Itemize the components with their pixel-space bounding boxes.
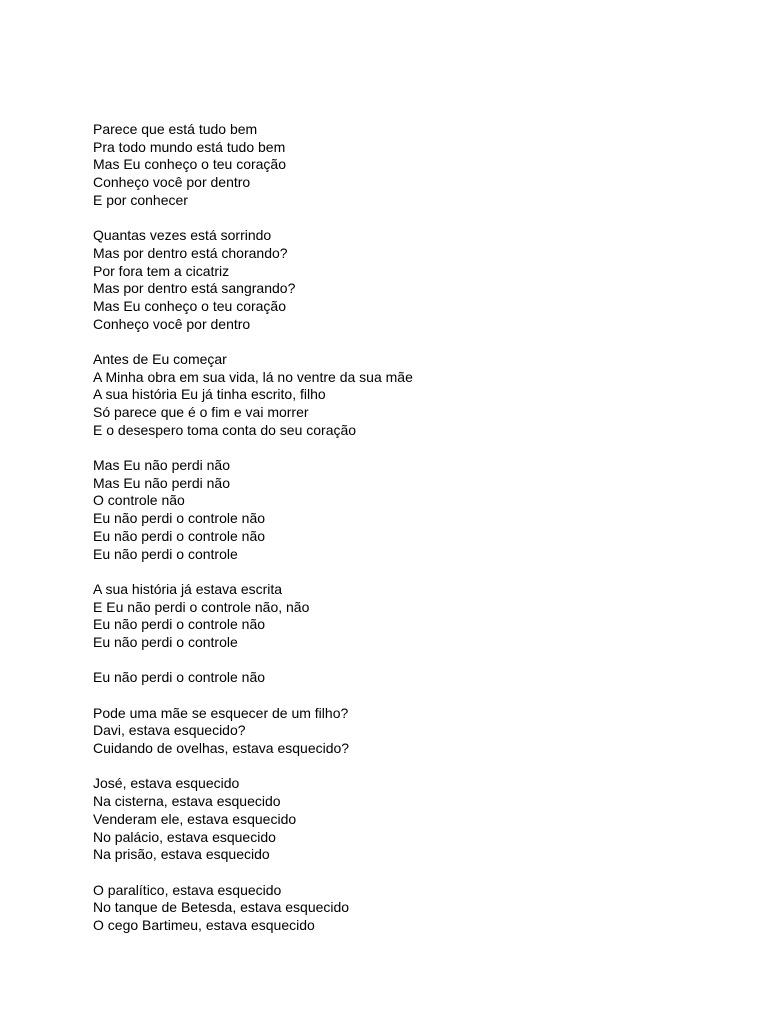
stanza (93, 121, 733, 209)
lyric-line: Mas Eu conheço o teu coração (93, 297, 287, 314)
stanza (93, 669, 733, 687)
lyric-line: O paralítico, estava esquecido (93, 881, 282, 898)
lyric-line: Venderam ele, estava esquecido (93, 810, 297, 827)
lyric-line: Na prisão, estava esquecido (93, 846, 270, 863)
lyric-line: Davi, estava esquecido? (93, 722, 246, 739)
lyrics-body (93, 121, 733, 952)
stanza (93, 227, 733, 333)
lyric-line: Mas Eu não perdi não (93, 457, 230, 474)
lyric-line: A sua história já estava escrita (93, 580, 283, 597)
lyric-line: Só parece que é o fim e vai morrer (93, 404, 309, 420)
stanza (93, 882, 733, 935)
lyric-line: No tanque de Betesda, estava esquecido (93, 899, 350, 916)
lyric-line: Conheço você por dentro (93, 174, 251, 191)
lyric-line: O controle não (93, 492, 185, 509)
stanza (93, 581, 733, 652)
stanza (93, 351, 733, 439)
lyric-line: Mas por dentro está chorando? (93, 244, 288, 261)
lyric-line: E Eu não perdi o controle não, não (93, 598, 310, 615)
lyric-line: Mas Eu conheço o teu coração (93, 156, 287, 173)
lyric-line: Quantas vezes está sorrindo (93, 227, 272, 244)
stanza (93, 457, 733, 563)
lyric-line: Eu não perdi o controle (93, 633, 238, 650)
lyric-line: Eu não perdi o controle não (93, 527, 266, 544)
lyric-line: Na cisterna, estava esquecido (93, 793, 281, 810)
lyric-line: Antes de Eu começar (93, 350, 227, 367)
lyric-line: Eu não perdi o controle (93, 545, 238, 562)
lyric-line: Eu não perdi o controle não (93, 616, 266, 633)
lyric-line: Conheço você por dentro (93, 315, 251, 332)
lyric-line: Pra todo mundo está tudo bem (93, 138, 286, 155)
stanza (93, 705, 733, 758)
lyric-line: A sua história Eu já tinha escrito, filho (93, 386, 326, 403)
lyric-line: O cego Bartimeu, estava esquecido (93, 916, 315, 933)
lyric-line: José, estava esquecido (93, 775, 240, 792)
lyric-line: Eu não perdi o controle não (93, 669, 266, 686)
lyric-line: No palácio, estava esquecido (93, 828, 276, 845)
lyric-line: Mas por dentro está sangrando? (93, 280, 296, 297)
stanza (93, 775, 733, 863)
lyric-line: Eu não perdi o controle não (93, 510, 266, 527)
lyric-line: E o desespero toma conta do seu coração (93, 421, 357, 438)
lyric-line: Cuidando de ovelhas, estava esquecido? (93, 740, 350, 757)
lyric-line: A Minha obra em sua vida, lá no ventre da sua mãe (93, 368, 413, 385)
lyric-line: Parece que está tudo bem (93, 121, 258, 137)
lyric-line: Por fora tem a cicatriz (93, 262, 230, 279)
lyric-line: Pode uma mãe se esquecer de um filho? (93, 704, 349, 721)
lyric-line: E por conhecer (93, 191, 188, 208)
lyric-line: Mas Eu não perdi não (93, 474, 230, 491)
